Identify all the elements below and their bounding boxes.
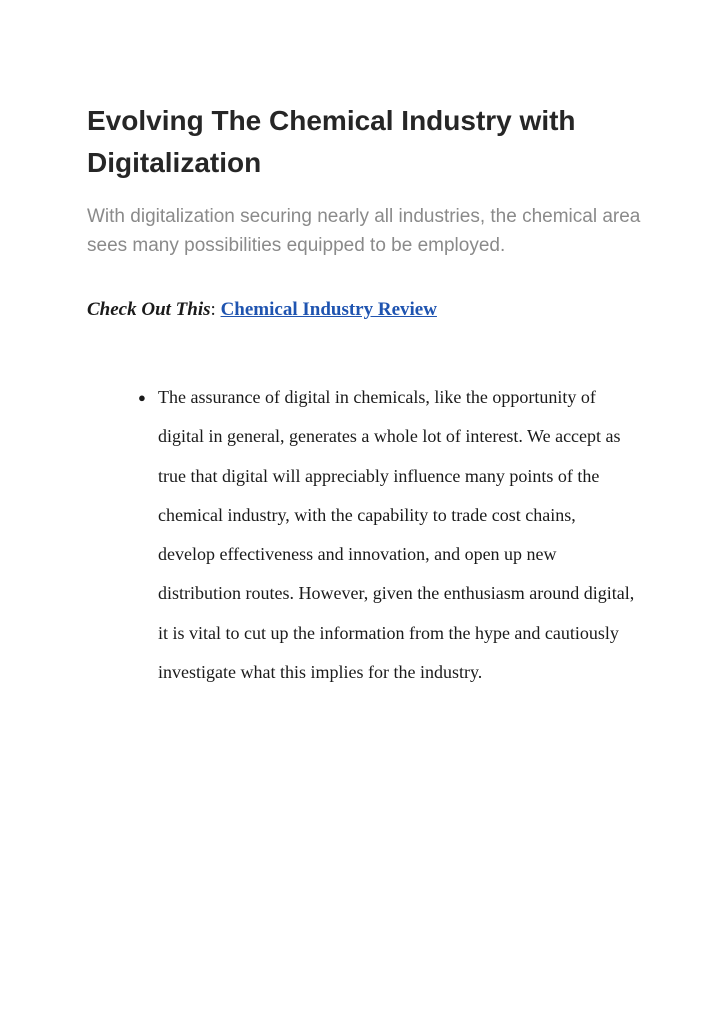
chemical-industry-review-link[interactable]: Chemical Industry Review [220,299,437,320]
article-subtitle: With digitalization securing nearly all industries, the chemical area sees many possibilities equipped to be employed. [87,206,641,256]
list-item [136,378,636,692]
checkout-lead: Check Out This [87,299,211,320]
article-title: Evolving The Chemical Industry with Digitalization [87,105,576,178]
checkout-separator: : [210,299,221,320]
bullet-text: The assurance of digital in chemicals, like the opportunity of digital in general, generates a whole lot of interest. We accept as true that digital will appreciably influence many points of the chemical industry, with the capability to trade cost chains, develop effectiveness and innovation, and open up new distribution routes. However, given the enthusiasm around digital, it is vital to cut up the information from the hype and cautiously investigate what this implies for the industry. [158,387,635,683]
bullet-dot-icon: ● [138,390,146,405]
bullet-list [136,378,636,692]
checkout-line [87,296,437,324]
